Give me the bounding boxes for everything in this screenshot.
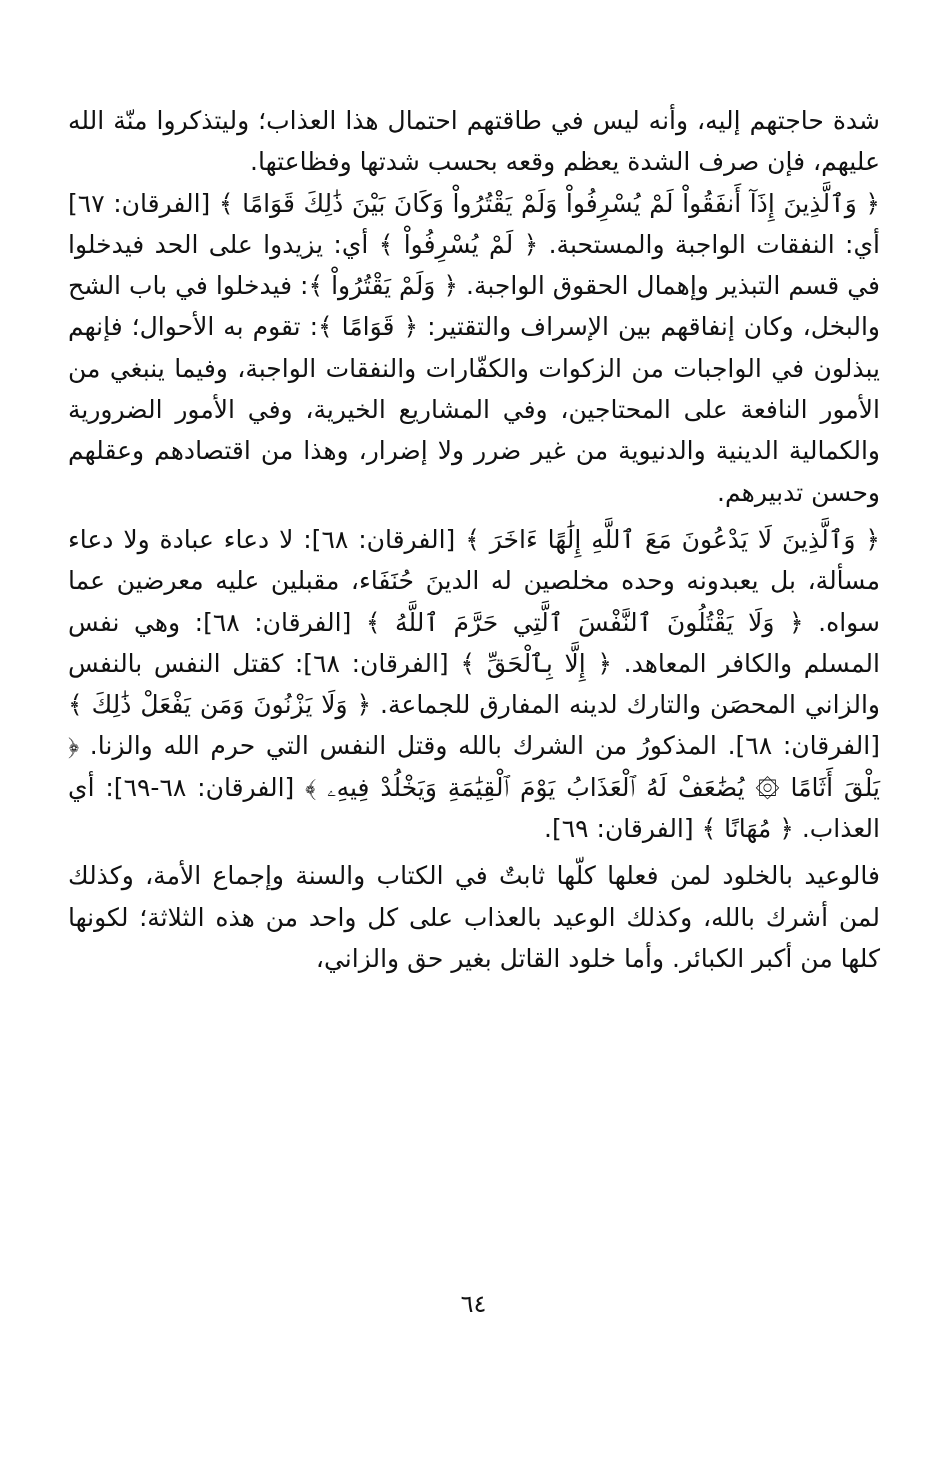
page-number: ٦٤: [460, 1290, 487, 1318]
page-body-text: [68, 100, 880, 979]
paragraph-2: ﴿ وَٱلَّذِينَ إِذَآ أَنفَقُواْ لَمْ يُسْرِفُواْ وَلَمْ يَقْتُرُواْ وَكَانَ بَيْنَ ذَٰلِكَ قَوَامًا ﴾ [الفرقان: ٦٧] أي: النفقات الواجبة والمستحبة. ﴿ لَمْ يُسْرِفُواْ ﴾ أي: يزيدوا على الحد فيدخلوا في قسم التبذير وإهمال الحقوق الواجبة. ﴿ وَلَمْ يَقْتُرُواْ ﴾: فيدخلوا في باب الشح والبخل، وكان إنفاقهم بين الإسراف والتقتير: ﴿ قَوَامًا ﴾: تقوم به الأحوال؛ فإنهم يبذلون في الواجبات من الزكوات والكفّارات والنفقات الواجبة، وفيما ينبغي من الأمور النافعة على المحتاجين، وفي المشاريع الخيرية، وفي الأمور الضرورية والكمالية الدينية والدنيوية من غير ضرر ولا إضرار، وهذا من اقتصادهم وعقلهم وحسن تدبيرهم.: [68, 188, 880, 507]
paragraph-1: شدة حاجتهم إليه، وأنه ليس في طاقتهم احتمال هذا العذاب؛ وليتذكروا منّة الله عليهم، فإن صرف الشدة يعظم وقعه بحسب شدتها وفظاعتها.: [68, 106, 880, 177]
paragraph-4: فالوعيد بالخلود لمن فعلها كلّها ثابتٌ في الكتاب والسنة وإجماع الأمة، وكذلك لمن أشرك بالله، وكذلك الوعيد بالعذاب على كل واحد من هذه الثلاثة؛ لكونها كلها من أكبر الكبائر. وأما خلود القاتل بغير حق والزاني،: [68, 861, 880, 973]
paragraph-3: ﴿ وَٱلَّذِينَ لَا يَدْعُونَ مَعَ ٱللَّهِ إِلَٰهًا ءَاخَرَ ﴾ [الفرقان: ٦٨]: لا دعاء عبادة ولا دعاء مسألة، بل يعبدونه وحده مخلصين له الدينَ حُنَفَاء، مقبلين عليه معرضين عما سواه. ﴿ وَلَا يَقْتُلُونَ ٱلنَّفْسَ ٱلَّتِي حَرَّمَ ٱللَّهُ ﴾ [الفرقان: ٦٨]: وهي نفس المسلم والكافر المعاهد. ﴿ إِلَّا بِٱلْحَقِّ ﴾ [الفرقان: ٦٨]: كقتل النفس بالنفس والزاني المحصَن والتارك لدينه المفارق للجماعة. ﴿ وَلَا يَزْنُونَ وَمَن يَفْعَلْ ذَٰلِكَ ﴾ [الفرقان: ٦٨]. المذكورُ من الشرك بالله وقتل النفس التي حرم الله والزنا. ﴿ يَلْقَ أَثَامًا ۞ يُضَٰعَفْ لَهُ ٱلْعَذَابُ يَوْمَ ٱلْقِيَٰمَةِ وَيَخْلُدْ فِيهِۦ ﴾ [الفرقان: ٦٨-٦٩]: أي العذاب. ﴿ مُهَانًا ﴾ [الفرقان: ٦٩].: [68, 524, 881, 844]
